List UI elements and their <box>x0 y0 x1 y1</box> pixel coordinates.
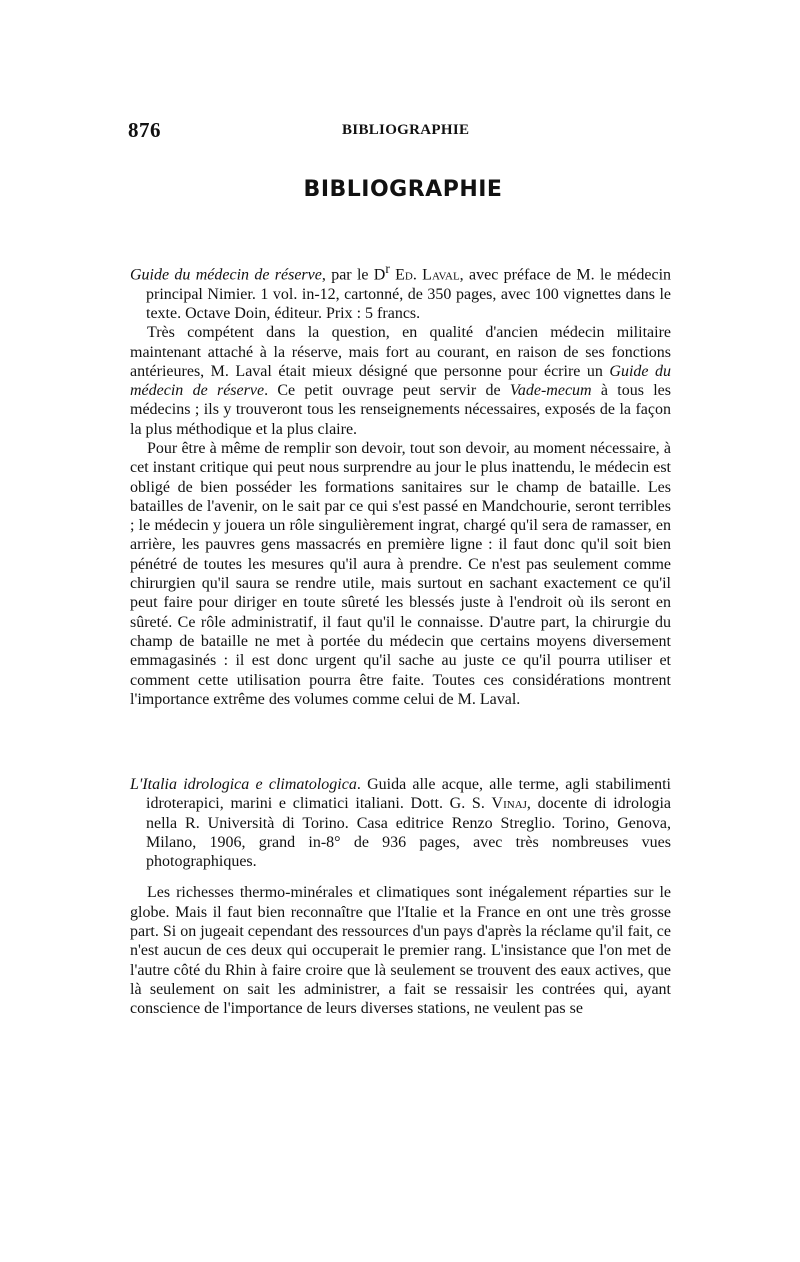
review-paragraph: Les richesses thermo-minérales et climatiques sont inégalement réparties sur le globe. Mais il faut bien reconnaître que l'Italie et la France en ont une très grosse part. Si on jugeait cependant des ressources d'un pays d'après la réclame qu'il fait, ce n'est aucun de ces deux qui occuperait le premier rang. L'insistance que l'on met de l'autre côté du Rhin à faire croire que là seulement se trouvent des eaux actives, que là seulement on sait les administrer, a fait se ressaisir les contrées qui, ayant conscience de l'importance de leurs diverses stations, ne veulent pas se <box>130 884 671 1018</box>
running-header <box>128 118 673 142</box>
citation-details: , avec préface de M. le médecin principal Nimier. 1 vol. in-12, cartonné, de 350 pages, avec 100 vignettes dans le texte. Octave Doin, éditeur. Prix : 5 francs. <box>146 266 672 322</box>
running-title: BIBLIOGRAPHIE <box>342 122 470 138</box>
page-number: 876 <box>128 118 161 142</box>
citation-text: . Guida alle acque, alle terme, agli stabilimenti idroterapici, marini e climatici italiani. Dott. G. S. <box>146 776 672 813</box>
italic-term: Vade-mecum <box>509 382 592 400</box>
entry-citation <box>130 259 671 323</box>
author-name: Vinaj <box>491 795 527 813</box>
entry-guide-medecin <box>130 259 671 709</box>
citation-details: , docente di idrologia nella R. Università di Torino. Casa editrice Renzo Streglio. Torino, Genova, Milano, 1906, grand in-8° de 936 pages, avec très nombreuses vues photographiques. <box>146 795 671 871</box>
citation-text: , par le D <box>321 266 386 284</box>
text-run: à tous les médecins ; ils y trouveront tous les renseignements nécessaires, exposés de la façon la plus méthodique et la plus claire. <box>130 382 671 438</box>
review-paragraph <box>130 323 671 439</box>
italic-title: Guide du médecin de réserve <box>130 362 671 400</box>
text-run: . Ce petit ouvrage peut servir de <box>264 382 510 400</box>
citation-superscript: r <box>385 261 390 276</box>
text-run: Très compétent dans la question, en qualité d'ancien médecin militaire maintenant attaché à la réserve, mais fort au courant, en raison de ses fonctions antérieures, M. Laval était mieux désigné que personne pour écrire un <box>130 324 671 380</box>
entry-citation <box>130 775 671 871</box>
author-name: Ed. Laval <box>395 266 460 284</box>
section-title: BIBLIOGRAPHIE <box>303 177 503 202</box>
book-title: Guide du médecin de réserve <box>130 266 322 284</box>
book-title: L'Italia idrologica e climatologica <box>130 776 357 793</box>
entry-italia-idrologica <box>130 775 671 1019</box>
review-paragraph: Pour être à même de remplir son devoir, tout son devoir, au moment nécessaire, à cet instant critique qui peut nous surprendre au jour le plus inattendu, le médecin est obligé de bien posséder les formations sanitaires sur le champ de bataille. Les batailles de l'avenir, on le sait par ce qui s'est passé en Mandchourie, seront terribles ; le médecin y jouera un rôle singulièrement ingrat, chargé qu'il sera de ramasser, en arrière, les pauvres gens massacrés en première ligne : il faut donc qu'il soit bien pénétré de toutes les mesures qu'il aura à prendre. Ce n'est pas seulement comme chirurgien qu'il saura se rendre utile, mais surtout en sachant exactement ce qu'il peut faire pour diriger en toute sûreté les blessés juste à l'endroit où ils seront en sûreté. Ce rôle administratif, il faut qu'il le connaisse. D'autre part, la chirurgie du champ de bataille ne met à portée du médecin que certains moyens diversement emmagasinés : il est donc urgent qu'il sache au juste ce qu'il pourra utiliser et comment cette utilisation pourra être faite. Toutes ces considérations montrent l'importance extrême des volumes comme celui de M. Laval. <box>130 440 671 708</box>
